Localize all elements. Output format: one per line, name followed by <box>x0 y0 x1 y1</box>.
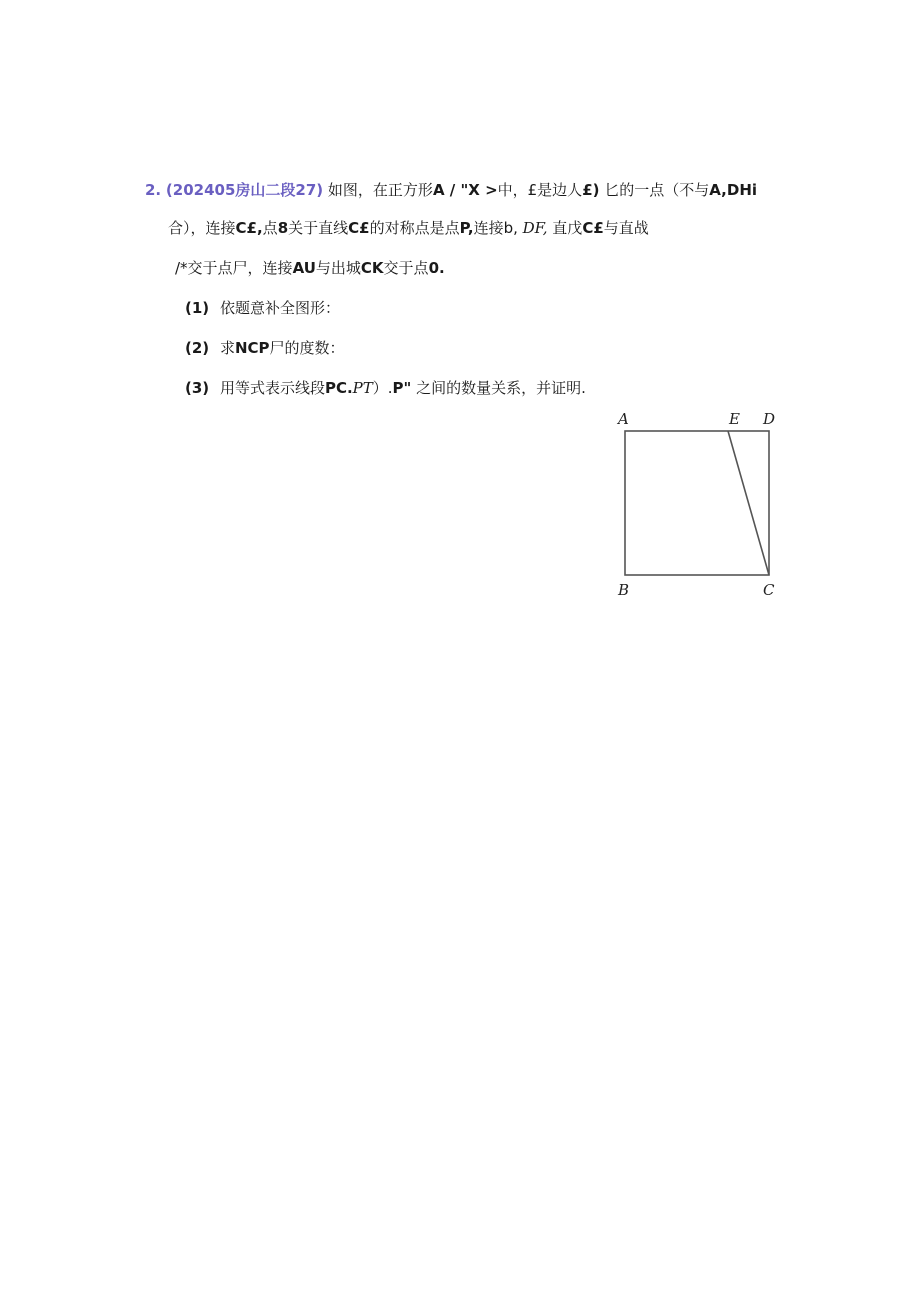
problem-math: C£ <box>348 219 370 237</box>
question-math: NCP <box>234 339 270 357</box>
question-math: PT <box>352 379 373 397</box>
label-a: A <box>618 410 629 428</box>
question-label: (3) <box>185 379 210 397</box>
problem-math: A / "X > <box>432 181 498 199</box>
problem-number: 2. <box>145 181 162 199</box>
question-text: ）. <box>372 379 393 397</box>
problem-math: C£, <box>235 219 263 237</box>
problem-math: 8 <box>277 219 289 237</box>
problem-math: P, <box>459 219 474 237</box>
problem-line-2 <box>168 218 649 238</box>
problem-text: 中，£是边人 <box>497 181 583 199</box>
problem-math: DF, <box>522 219 548 237</box>
problem-text: 关于直线 <box>288 219 349 237</box>
problem-math: £) <box>582 181 600 199</box>
label-b: B <box>618 581 630 599</box>
problem-math: 0. <box>428 259 445 277</box>
problem-text: 点 <box>262 219 278 237</box>
problem-source: (202405房山二段27) <box>165 181 324 199</box>
problem-text: /*交于点尸，连接 <box>175 259 293 277</box>
question-text: 依题意补全图形： <box>219 299 340 317</box>
question-label: (1) <box>185 299 210 317</box>
question-1 <box>185 298 340 318</box>
problem-math: CK <box>360 259 384 277</box>
label-e: E <box>729 410 740 428</box>
segment-ec <box>728 431 769 575</box>
square-abcd <box>625 431 769 575</box>
question-text: 用等式表示线段 <box>219 379 325 397</box>
problem-line-3 <box>175 258 445 278</box>
question-math: PC. <box>324 379 353 397</box>
question-3 <box>185 378 586 398</box>
question-text: 尸的度数： <box>269 339 345 357</box>
question-math: P" <box>392 379 412 397</box>
label-c: C <box>763 581 775 599</box>
problem-text: 的对称点是点 <box>369 219 460 237</box>
problem-text: 如图，在正方形 <box>327 181 433 199</box>
question-text: 之间的数量关系，并证明. <box>416 379 586 397</box>
problem-text: 与直战 <box>603 219 649 237</box>
question-text: 求 <box>219 339 235 357</box>
problem-math: AU <box>292 259 316 277</box>
problem-math: A,DHi <box>709 181 758 199</box>
problem-text: 直戊 <box>552 219 583 237</box>
question-2 <box>185 338 345 358</box>
question-label: (2) <box>185 339 210 357</box>
square-figure <box>608 404 788 604</box>
problem-text: 合），连接 <box>168 219 236 237</box>
problem-text: 与出城 <box>315 259 361 277</box>
problem-math: C£ <box>582 219 604 237</box>
problem-line-1 <box>145 180 757 200</box>
label-d: D <box>763 410 776 428</box>
problem-text: 匕的一点（不与 <box>604 181 710 199</box>
problem-text: 交于点 <box>383 259 429 277</box>
problem-text: 连接b, <box>473 219 518 237</box>
